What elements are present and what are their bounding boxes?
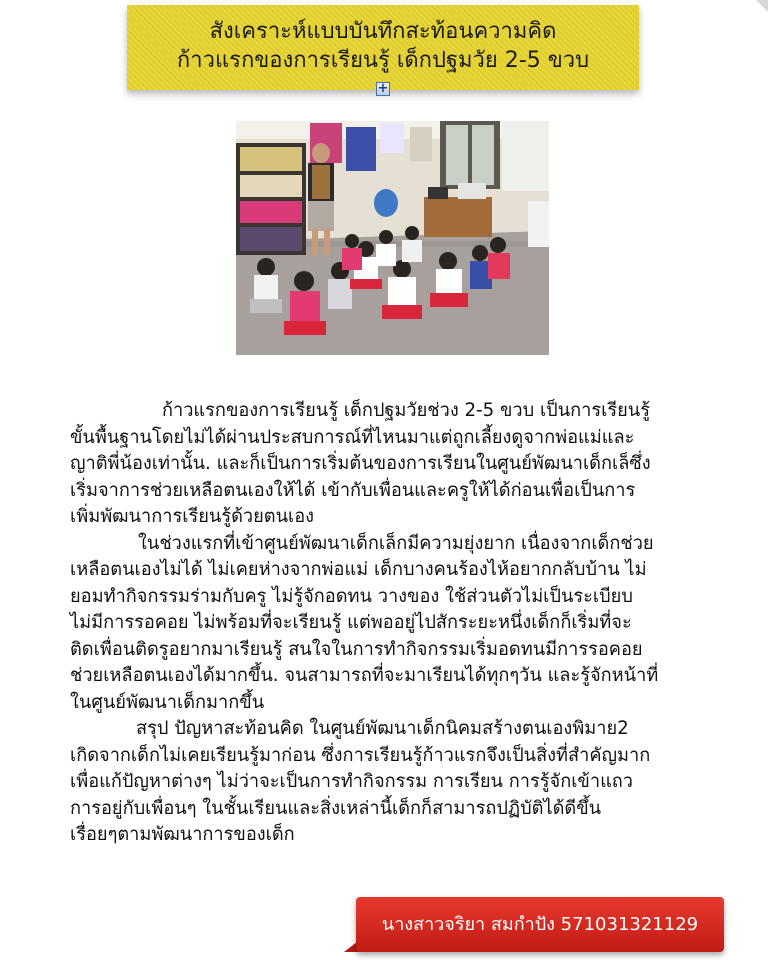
paragraph-3-line: สรุป ปัญหาสะท้อนคิด ในศูนย์พัฒนาเด็กนิคมสร้างตนเองพิมาย2 bbox=[136, 718, 629, 739]
reflection-body bbox=[70, 398, 720, 849]
title-banner bbox=[127, 5, 639, 90]
paragraph-3 bbox=[70, 716, 720, 849]
paragraph-1-line: เพิ่มพัฒนาการเรียนรู้ด้วยตนเอง bbox=[70, 506, 315, 527]
classroom-photo bbox=[236, 121, 549, 355]
paragraph-3-line: การอยู่กับเพื่อนๆ ในชั้นเรียนและสิ่งเหล่านี้เด็กก็สามารถปฏิบัติได้ดีขึ้น bbox=[70, 797, 602, 819]
paragraph-1-line: ญาติพี่น้องเท่านั้น. และก็เป็นการเริ่มต้นของการเรียนในศูนย์พัฒนาเด็กเล็ซึ่ง bbox=[70, 453, 651, 474]
paragraph-1-line: เริ่มจาการช่วยเหลือตนเองให้ได้ เข้ากับเพื่อนและครูให้ได้ก่อนเพื่อเป็นการ bbox=[70, 479, 636, 501]
paragraph-1-line: ขั้นพื้นฐานโดยไม่ได้ผ่านประสบการณ์ที่ไหนมาแต่ถูกเลี้ยงดูจากพ่อแม่และ bbox=[70, 426, 635, 448]
title-line-2: ก้าวแรกของการเรียนรู้ เด็กปฐมวัย 2-5 ขวบ bbox=[176, 48, 590, 73]
paragraph-2-line: ในช่วงแรกที่เข้าศูนย์พัฒนาเด็กเล็กมีความยุ่งยาก เนื่องจากเด็กช่วย bbox=[138, 532, 654, 554]
classroom-photo-illustration bbox=[236, 121, 549, 355]
paragraph-2-line: ติดเพื่อนติดรูอยากมาเรียนรู้ สนใจในการทำกิจกรรมเริ่มอดทนมีการรอคอย bbox=[70, 638, 643, 660]
paragraph-2-line: ไม่มีการรอคอย ไม่พร้อมที่จะเรียนรู้ แต่พออยู่ไปสักระยะหนึ่งเด็กก็เริ่มที่จะ bbox=[70, 612, 632, 633]
paragraph-2 bbox=[70, 531, 720, 717]
paragraph-2-line: เหลือตนเองไม่ได้ ไม่เคยห่างจากพ่อแม่ เด็กบางคนร้องไห้อยากกลับบ้าน ไม่ bbox=[70, 559, 647, 580]
paragraph-2-line: ในศูนย์พัฒนาเด็กมากขึ้น bbox=[70, 691, 265, 713]
plus-square-icon[interactable]: + bbox=[377, 81, 389, 96]
title-line-1: สังเคราะห์แบบบันทึกสะท้อนความคิด bbox=[209, 19, 557, 44]
page-corner-fold bbox=[756, 0, 768, 12]
paragraph-3-line: เกิดจากเด็กไม่เคยเรียนรู้มาก่อน ซึ่งการเรียนรู้ก้าวแรกจึงเป็นสิ่งที่สำคัญมาก bbox=[70, 744, 651, 766]
paragraph-1 bbox=[70, 398, 720, 531]
paragraph-3-line: เพื่อแก้ปัญหาต่างๆ ไม่ว่าจะเป็นการทำกิจกรรม การเรียน การรู้จักเข้าแถว bbox=[70, 771, 634, 792]
paragraph-2-line: ช่วยเหลือตนเองได้มากขึ้น. จนสามารถที่จะมาเรียนได้ทุกๆวัน และรู้จักหน้าที่ bbox=[70, 665, 659, 686]
signature-text: นางสาวจริยา สมกำปัง 571031321129 bbox=[356, 897, 724, 952]
paragraph-1-line: ก้าวแรกของการเรียนรู้ เด็กปฐมวัยช่วง 2-5 ขวบ เป็นการเรียนรู้ bbox=[162, 400, 650, 421]
signature-callout bbox=[356, 897, 724, 952]
paragraph-2-line: ยอมทำกิจกรรมร่ามกับครู ไม่รู้จักอดทน วางของ ใช้ส่วนตัวไม่เป็นระเบียบ bbox=[70, 585, 633, 607]
paragraph-3-line: เรื่อยๆตามพัฒนาการของเด็ก bbox=[70, 824, 295, 845]
